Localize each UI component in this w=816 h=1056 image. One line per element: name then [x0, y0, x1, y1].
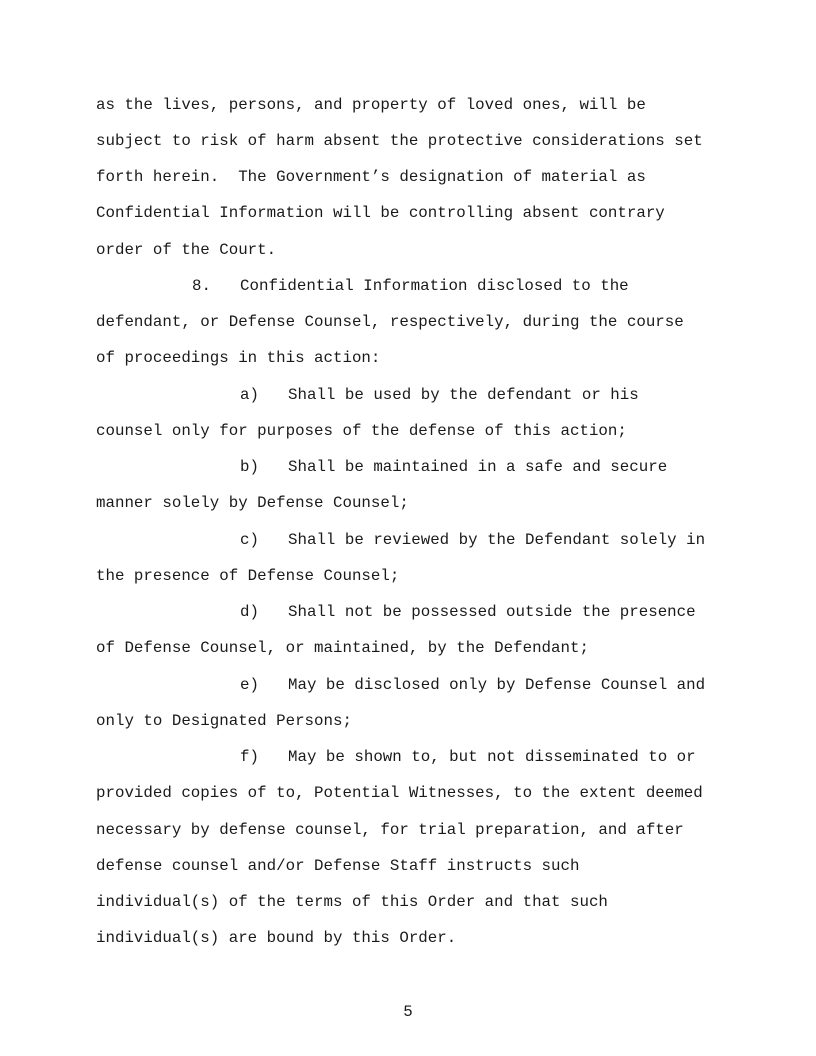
- paragraph-number: 8.: [192, 277, 211, 295]
- clause-line: manner solely by Defense Counsel;: [96, 494, 409, 512]
- clause-line: May be shown to, but not disseminated to or: [288, 748, 696, 766]
- page-number: 5: [403, 1003, 413, 1021]
- clause-line: Shall be used by the defendant or his: [288, 386, 639, 404]
- clause-line: Shall be reviewed by the Defendant solely in: [288, 531, 706, 549]
- intro-line: Confidential Information will be controlling absent contrary: [96, 204, 665, 222]
- clause-line: defense counsel and/or Defense Staff instructs such: [96, 857, 580, 875]
- paragraph-line: defendant, or Defense Counsel, respectively, during the course: [96, 313, 684, 331]
- clause-label: f): [240, 748, 259, 766]
- clause-label: e): [240, 676, 259, 694]
- clause-line: individual(s) are bound by this Order.: [96, 929, 457, 947]
- clause-label: b): [240, 458, 259, 476]
- intro-line: order of the Court.: [96, 241, 277, 259]
- clause-line: provided copies of to, Potential Witnesses, to the extent deemed: [96, 784, 703, 802]
- clause-line: of Defense Counsel, or maintained, by the Defendant;: [96, 639, 589, 657]
- clause-line: Shall be maintained in a safe and secure: [288, 458, 668, 476]
- clause-line: individual(s) of the terms of this Order and that such: [96, 893, 608, 911]
- clause-label: a): [240, 386, 259, 404]
- clause-line: May be disclosed only by Defense Counsel and: [288, 676, 706, 694]
- intro-line: subject to risk of harm absent the protective considerations set: [96, 132, 703, 150]
- clause-line: the presence of Defense Counsel;: [96, 567, 400, 585]
- clause-line: only to Designated Persons;: [96, 712, 352, 730]
- paragraph-line: Confidential Information disclosed to the: [240, 277, 629, 295]
- intro-line: as the lives, persons, and property of loved ones, will be: [96, 96, 646, 114]
- clause-label: c): [240, 531, 259, 549]
- intro-line: forth herein. The Government’s designation of material as: [96, 168, 646, 186]
- clause-line: necessary by defense counsel, for trial preparation, and after: [96, 821, 684, 839]
- clause-label: d): [240, 603, 259, 621]
- clause-line: counsel only for purposes of the defense of this action;: [96, 422, 627, 440]
- clause-line: Shall not be possessed outside the presence: [288, 603, 696, 621]
- paragraph-line: of proceedings in this action:: [96, 349, 381, 367]
